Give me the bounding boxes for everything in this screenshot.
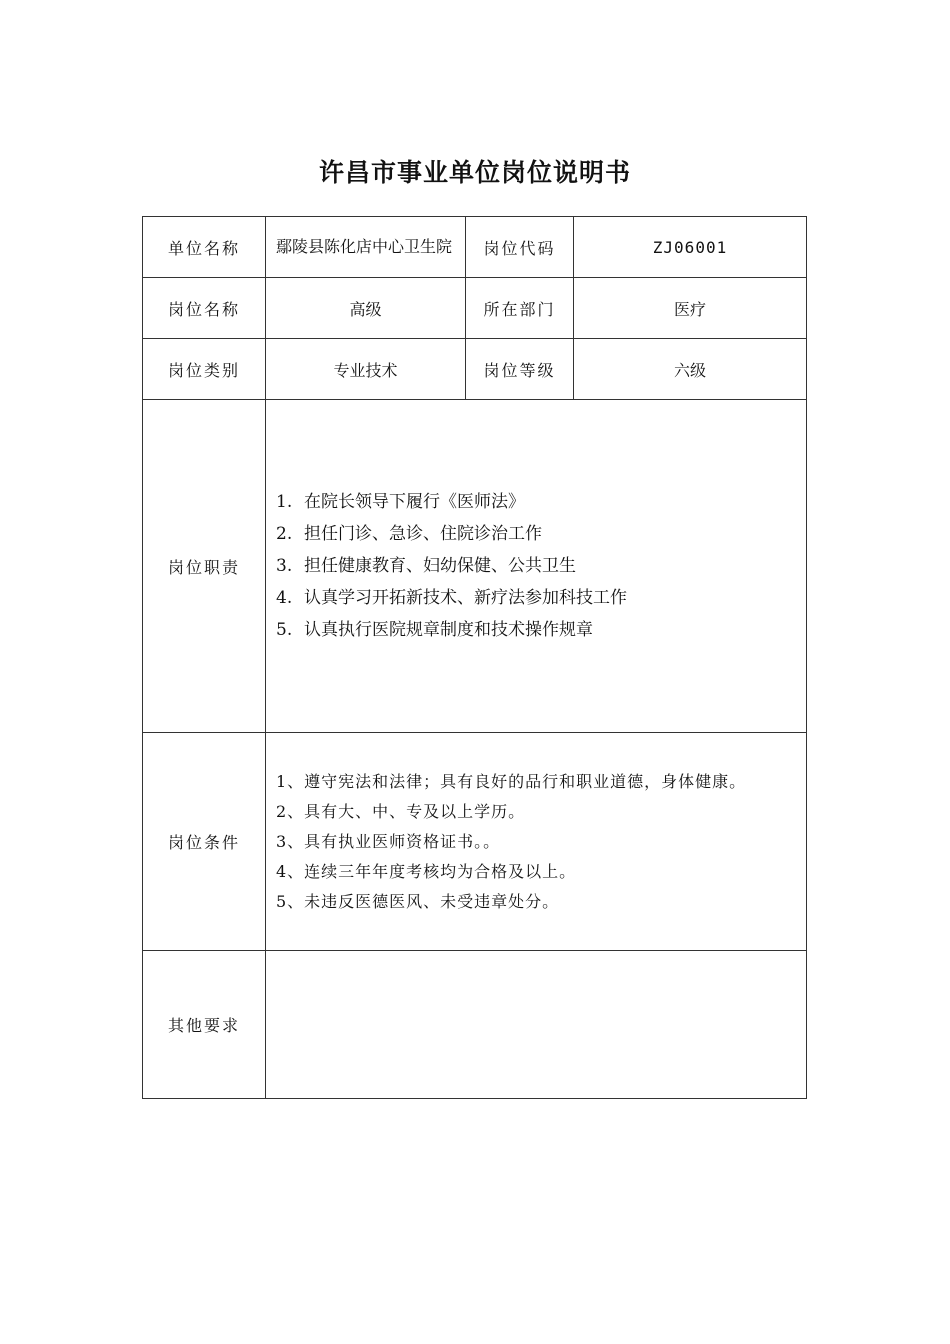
duty-number: 5. — [276, 620, 293, 640]
list-item: 1、遵守宪法和法律；具有良好的品行和职业道德，身体健康。 — [276, 771, 747, 791]
list-item: 5、未违反医德医风、未受违章处分。 — [276, 891, 560, 911]
other-requirements-label: 其他要求 — [143, 951, 266, 1099]
duty-number: 4. — [276, 588, 293, 608]
duty-text: 在院长领导下履行《医师法》 — [304, 492, 525, 512]
table-row-unit — [143, 217, 807, 278]
job-description-table — [142, 216, 807, 1099]
requirements-cell — [266, 733, 807, 951]
department-label: 所在部门 — [466, 278, 574, 339]
requirements-label: 岗位条件 — [143, 733, 266, 951]
duty-text: 认真执行医院规章制度和技术操作规章 — [304, 620, 593, 640]
department-value: 医疗 — [574, 278, 807, 339]
list-item — [276, 486, 796, 518]
page-title: 许昌市事业单位岗位说明书 — [318, 158, 631, 187]
post-name-value: 高级 — [266, 278, 466, 339]
table-row-category — [143, 339, 807, 400]
list-item — [276, 518, 796, 550]
list-item: 3、具有执业医师资格证书。。 — [276, 831, 501, 851]
list-item — [276, 550, 796, 582]
duty-text: 担任门诊、急诊、住院诊治工作 — [304, 524, 542, 544]
list-item — [276, 582, 796, 614]
list-item: 4、连续三年年度考核均为合格及以上。 — [276, 861, 577, 881]
table-row-post-name — [143, 278, 807, 339]
post-grade-label: 岗位等级 — [466, 339, 574, 400]
table-row-requirements — [143, 733, 807, 951]
post-category-label: 岗位类别 — [143, 339, 266, 400]
post-grade-value: 六级 — [574, 339, 807, 400]
post-code-value: ZJ06001 — [574, 217, 807, 278]
table-row-duties — [143, 400, 807, 733]
unit-name-label: 单位名称 — [143, 217, 266, 278]
duty-number: 1. — [276, 492, 293, 512]
duty-number: 3. — [276, 556, 293, 576]
other-requirements-value — [266, 951, 807, 1099]
list-item — [276, 614, 796, 646]
post-name-label: 岗位名称 — [143, 278, 266, 339]
duty-number: 2. — [276, 524, 293, 544]
post-category-value: 专业技术 — [266, 339, 466, 400]
requirements-list — [276, 767, 796, 917]
unit-name-value: 鄢陵县陈化店中心卫生院 — [266, 217, 466, 278]
list-item: 2、具有大、中、专及以上学历。 — [276, 801, 526, 821]
table-row-other — [143, 951, 807, 1099]
duty-text: 担任健康教育、妇幼保健、公共卫生 — [304, 556, 576, 576]
duties-cell — [266, 400, 807, 733]
duties-list — [276, 486, 796, 646]
duty-text: 认真学习开拓新技术、新疗法参加科技工作 — [304, 588, 627, 608]
post-code-label: 岗位代码 — [466, 217, 574, 278]
duties-label: 岗位职责 — [143, 400, 266, 733]
